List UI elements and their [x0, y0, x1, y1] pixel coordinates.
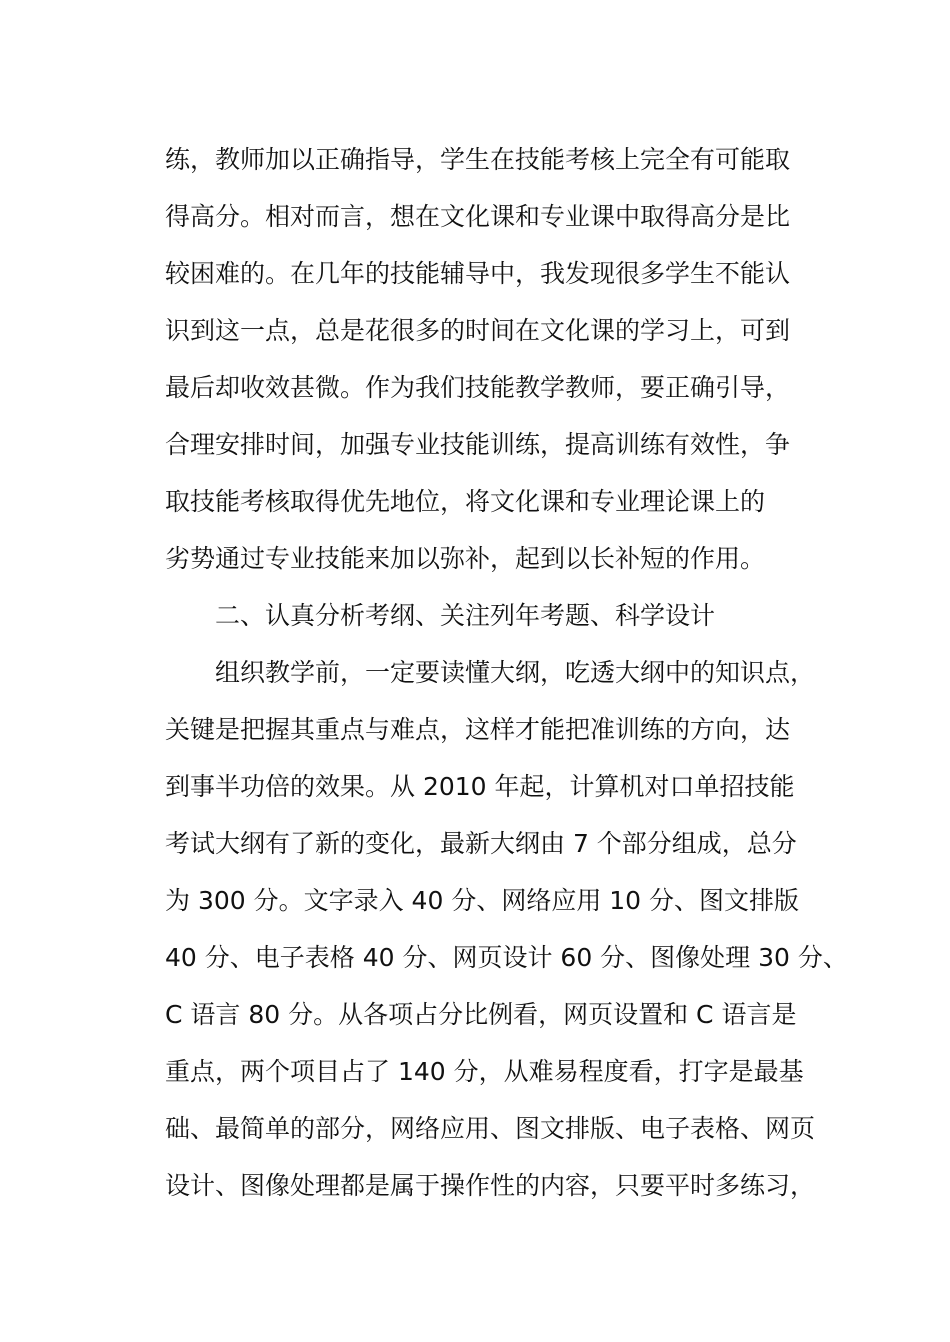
text-line: 到事半功倍的效果。从 2010 年起，计算机对口单招技能	[165, 772, 795, 801]
text-line: C 语言 80 分。从各项占分比例看，网页设置和 C 语言是	[165, 1000, 797, 1029]
text-line: 练，教师加以正确指导，学生在技能考核上完全有可能取	[165, 145, 791, 174]
text-line: 较困难的。在几年的技能辅导中，我发现很多学生不能认	[165, 259, 791, 288]
text-line: 考试大纲有了新的变化，最新大纲由 7 个部分组成，总分	[165, 829, 797, 858]
text-line: 重点，两个项目占了 140 分，从难易程度看，打字是最基	[165, 1057, 804, 1086]
text-line: 得高分。相对而言，想在文化课和专业课中取得高分是比	[165, 202, 791, 231]
text-line: 最后却收效甚微。作为我们技能教学教师，要正确引导，	[165, 373, 791, 402]
paragraph-first-line: 组织教学前，一定要读懂大纲，吃透大纲中的知识点，	[215, 658, 816, 687]
text-line: 取技能考核取得优先地位，将文化课和专业理论课上的	[165, 487, 766, 516]
text-line: 劣势通过专业技能来加以弥补，起到以长补短的作用。	[165, 544, 766, 573]
text-line: 40 分、电子表格 40 分、网页设计 60 分、图像处理 30 分、	[165, 943, 848, 972]
text-line: 设计、图像处理都是属于操作性的内容，只要平时多练习，	[165, 1171, 816, 1200]
text-line: 础、最简单的部分，网络应用、图文排版、电子表格、网页	[165, 1114, 816, 1143]
text-line: 关键是把握其重点与难点，这样才能把准训练的方向，达	[165, 715, 791, 744]
text-line: 合理安排时间，加强专业技能训练，提高训练有效性，争	[165, 430, 791, 459]
text-line: 识到这一点，总是花很多的时间在文化课的学习上，可到	[165, 316, 791, 345]
text-line: 为 300 分。文字录入 40 分、网络应用 10 分、图文排版	[165, 886, 800, 915]
section-heading: 二、认真分析考纲、关注列年考题、科学设计	[215, 601, 716, 630]
